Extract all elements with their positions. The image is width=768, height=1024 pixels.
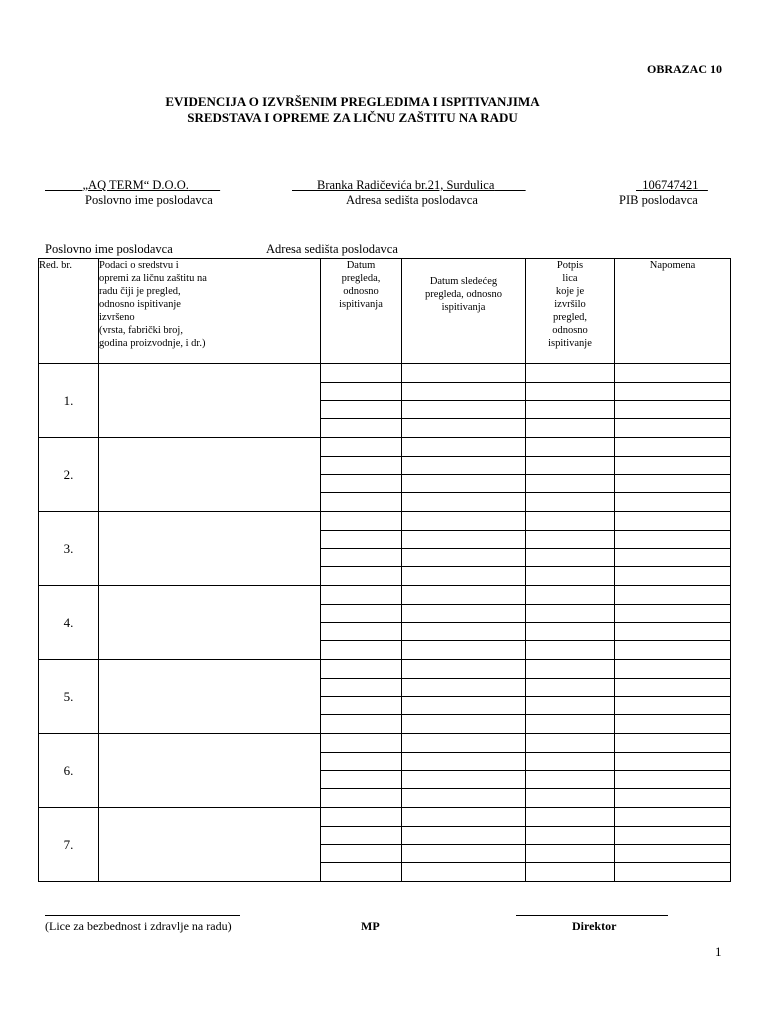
- note-cell[interactable]: [615, 493, 731, 512]
- signature-cell[interactable]: [526, 697, 615, 715]
- inspection-records-table: [38, 258, 731, 882]
- inspection-date-cell[interactable]: [321, 715, 402, 734]
- note-cell[interactable]: [615, 753, 731, 771]
- row-number-cell: 4.: [39, 586, 99, 660]
- inspection-date-cell[interactable]: [321, 364, 402, 383]
- row-number-cell: 7.: [39, 808, 99, 882]
- next-inspection-date-cell[interactable]: [402, 845, 526, 863]
- note-cell[interactable]: [615, 457, 731, 475]
- signature-cell[interactable]: [526, 753, 615, 771]
- safety-person-signature-line: [45, 915, 240, 916]
- equipment-details-cell[interactable]: [99, 364, 321, 438]
- note-cell[interactable]: [615, 512, 731, 531]
- inspection-date-cell[interactable]: [321, 567, 402, 586]
- next-inspection-date-cell[interactable]: [402, 586, 526, 605]
- inspection-date-cell[interactable]: [321, 493, 402, 512]
- table-row: [39, 586, 731, 605]
- signature-cell[interactable]: [526, 845, 615, 863]
- inspection-date-cell[interactable]: [321, 753, 402, 771]
- next-inspection-date-cell[interactable]: [402, 771, 526, 789]
- inspection-date-cell[interactable]: [321, 475, 402, 493]
- signature-cell[interactable]: [526, 438, 615, 457]
- signature-cell[interactable]: [526, 383, 615, 401]
- signature-cell[interactable]: [526, 475, 615, 493]
- note-cell[interactable]: [615, 605, 731, 623]
- safety-person-label: (Lice za bezbednost i zdravlje na radu): [45, 919, 232, 933]
- header-equipment-details: Podaci o sredstvu i opremi za ličnu zaštitu na radu čiji je pregled, odnosno ispitivanje izvršeno (vrsta, fabrički broj, godina proizvodnje, i dr.): [99, 259, 321, 364]
- next-inspection-date-cell[interactable]: [402, 753, 526, 771]
- next-inspection-date-cell[interactable]: [402, 475, 526, 493]
- note-cell[interactable]: [615, 734, 731, 753]
- row-number-cell: 1.: [39, 364, 99, 438]
- employer-name-value: „AQ TERM“ D.O.O.: [82, 178, 189, 192]
- employer-pib-value: 106747421: [642, 178, 699, 192]
- next-inspection-date-cell[interactable]: [402, 401, 526, 419]
- next-inspection-date-cell[interactable]: [402, 808, 526, 827]
- signature-cell[interactable]: [526, 512, 615, 531]
- row-number-cell: 2.: [39, 438, 99, 512]
- employer-address-label: Adresa sedišta poslodavca: [346, 193, 478, 207]
- inspection-date-cell[interactable]: [321, 789, 402, 808]
- signature-cell[interactable]: [526, 863, 615, 882]
- note-cell[interactable]: [615, 679, 731, 697]
- inspection-date-cell[interactable]: [321, 660, 402, 679]
- signature-cell[interactable]: [526, 715, 615, 734]
- signature-cell[interactable]: [526, 623, 615, 641]
- next-inspection-date-cell[interactable]: [402, 863, 526, 882]
- equipment-details-cell[interactable]: [99, 438, 321, 512]
- note-cell[interactable]: [615, 771, 731, 789]
- next-inspection-date-cell[interactable]: [402, 567, 526, 586]
- row-number-cell: 6.: [39, 734, 99, 808]
- next-inspection-date-cell[interactable]: [402, 660, 526, 679]
- row-number-cell: 5.: [39, 660, 99, 734]
- header-inspection-date: Datum pregleda, odnosno ispitivanja: [321, 259, 402, 364]
- note-cell[interactable]: [615, 586, 731, 605]
- inspection-date-cell[interactable]: [321, 531, 402, 549]
- note-cell[interactable]: [615, 549, 731, 567]
- table-row: [39, 660, 731, 679]
- document-title-line-1: EVIDENCIJA O IZVRŠENIM PREGLEDIMA I ISPITIVANJIMA: [165, 94, 540, 109]
- employer-address-value: Branka Radičevića br.21, Surdulica: [317, 178, 495, 192]
- next-inspection-date-cell[interactable]: [402, 549, 526, 567]
- next-inspection-date-cell[interactable]: [402, 623, 526, 641]
- inspection-date-cell[interactable]: [321, 549, 402, 567]
- signature-cell[interactable]: [526, 531, 615, 549]
- inspection-date-cell[interactable]: [321, 734, 402, 753]
- inspection-date-cell[interactable]: [321, 623, 402, 641]
- signature-cell[interactable]: [526, 789, 615, 808]
- note-cell[interactable]: [615, 845, 731, 863]
- inspection-date-cell[interactable]: [321, 383, 402, 401]
- next-inspection-date-cell[interactable]: [402, 364, 526, 383]
- next-inspection-date-cell[interactable]: [402, 605, 526, 623]
- inspection-date-cell[interactable]: [321, 845, 402, 863]
- signature-cell[interactable]: [526, 808, 615, 827]
- table-row: [39, 438, 731, 457]
- inspection-date-cell[interactable]: [321, 827, 402, 845]
- inspection-date-cell[interactable]: [321, 419, 402, 438]
- table-row: [39, 512, 731, 531]
- next-inspection-date-cell[interactable]: [402, 438, 526, 457]
- table-caption-right: Adresa sedišta poslodavca: [266, 242, 398, 256]
- signature-cell[interactable]: [526, 549, 615, 567]
- next-inspection-date-cell[interactable]: [402, 827, 526, 845]
- equipment-details-cell[interactable]: [99, 586, 321, 660]
- header-row-number: Red. br.: [39, 259, 99, 364]
- row-number-cell: 3.: [39, 512, 99, 586]
- inspection-date-cell[interactable]: [321, 586, 402, 605]
- next-inspection-date-cell[interactable]: [402, 715, 526, 734]
- next-inspection-date-cell[interactable]: [402, 734, 526, 753]
- signature-cell[interactable]: [526, 641, 615, 660]
- signature-cell[interactable]: [526, 679, 615, 697]
- signature-cell[interactable]: [526, 586, 615, 605]
- table-row: [39, 808, 731, 827]
- note-cell[interactable]: [615, 383, 731, 401]
- header-next-inspection-date: Datum sledećeg pregleda, odnosno ispitivanja: [402, 259, 526, 364]
- equipment-details-cell[interactable]: [99, 660, 321, 734]
- header-note: Napomena: [615, 259, 731, 364]
- next-inspection-date-cell[interactable]: [402, 697, 526, 715]
- note-cell[interactable]: [615, 715, 731, 734]
- signature-cell[interactable]: [526, 401, 615, 419]
- table-row: [39, 734, 731, 753]
- stamp-label: MP: [361, 919, 380, 933]
- inspection-date-cell[interactable]: [321, 679, 402, 697]
- note-cell[interactable]: [615, 697, 731, 715]
- next-inspection-date-cell[interactable]: [402, 383, 526, 401]
- director-signature-line: [516, 915, 668, 916]
- next-inspection-date-cell[interactable]: [402, 641, 526, 660]
- signature-cell[interactable]: [526, 734, 615, 753]
- note-cell[interactable]: [615, 827, 731, 845]
- employer-pib-field: [636, 178, 708, 193]
- inspection-date-cell[interactable]: [321, 401, 402, 419]
- director-label: Direktor: [572, 919, 617, 933]
- signature-cell[interactable]: [526, 660, 615, 679]
- inspection-date-cell[interactable]: [321, 457, 402, 475]
- signature-cell[interactable]: [526, 364, 615, 383]
- page-number: 1: [715, 944, 722, 959]
- employer-pib-label: PIB poslodavca: [619, 193, 698, 207]
- signature-cell[interactable]: [526, 605, 615, 623]
- note-cell[interactable]: [615, 364, 731, 383]
- inspection-date-cell[interactable]: [321, 641, 402, 660]
- signature-cell[interactable]: [526, 457, 615, 475]
- next-inspection-date-cell[interactable]: [402, 789, 526, 808]
- inspection-date-cell[interactable]: [321, 438, 402, 457]
- note-cell[interactable]: [615, 438, 731, 457]
- next-inspection-date-cell[interactable]: [402, 531, 526, 549]
- inspection-date-cell[interactable]: [321, 771, 402, 789]
- note-cell[interactable]: [615, 401, 731, 419]
- employer-name-label: Poslovno ime poslodavca: [85, 193, 213, 207]
- next-inspection-date-cell[interactable]: [402, 679, 526, 697]
- document-title-line-2: SREDSTAVA I OPREME ZA LIČNU ZAŠTITU NA RADU: [187, 110, 518, 125]
- table-row: [39, 364, 731, 383]
- inspection-date-cell[interactable]: [321, 697, 402, 715]
- note-cell[interactable]: [615, 789, 731, 808]
- note-cell[interactable]: [615, 623, 731, 641]
- employer-name-field: [45, 178, 220, 193]
- equipment-details-cell[interactable]: [99, 512, 321, 586]
- note-cell[interactable]: [615, 660, 731, 679]
- signature-cell[interactable]: [526, 827, 615, 845]
- inspection-date-cell[interactable]: [321, 808, 402, 827]
- form-code: OBRAZAC 10: [646, 62, 722, 76]
- inspection-date-cell[interactable]: [321, 512, 402, 531]
- next-inspection-date-cell[interactable]: [402, 419, 526, 438]
- note-cell[interactable]: [615, 808, 731, 827]
- next-inspection-date-cell[interactable]: [402, 493, 526, 512]
- signature-cell[interactable]: [526, 419, 615, 438]
- note-cell[interactable]: [615, 863, 731, 882]
- next-inspection-date-cell[interactable]: [402, 457, 526, 475]
- signature-cell[interactable]: [526, 771, 615, 789]
- header-signature: Potpis lica koje je izvršilo pregled, odnosno ispitivanje: [526, 259, 615, 364]
- employer-address-field: [292, 178, 526, 193]
- inspection-date-cell[interactable]: [321, 605, 402, 623]
- note-cell[interactable]: [615, 567, 731, 586]
- note-cell[interactable]: [615, 531, 731, 549]
- signature-cell[interactable]: [526, 567, 615, 586]
- equipment-details-cell[interactable]: [99, 808, 321, 882]
- note-cell[interactable]: [615, 419, 731, 438]
- note-cell[interactable]: [615, 641, 731, 660]
- note-cell[interactable]: [615, 475, 731, 493]
- equipment-details-cell[interactable]: [99, 734, 321, 808]
- signature-cell[interactable]: [526, 493, 615, 512]
- table-caption-left: Poslovno ime poslodavca: [45, 242, 173, 256]
- inspection-date-cell[interactable]: [321, 863, 402, 882]
- next-inspection-date-cell[interactable]: [402, 512, 526, 531]
